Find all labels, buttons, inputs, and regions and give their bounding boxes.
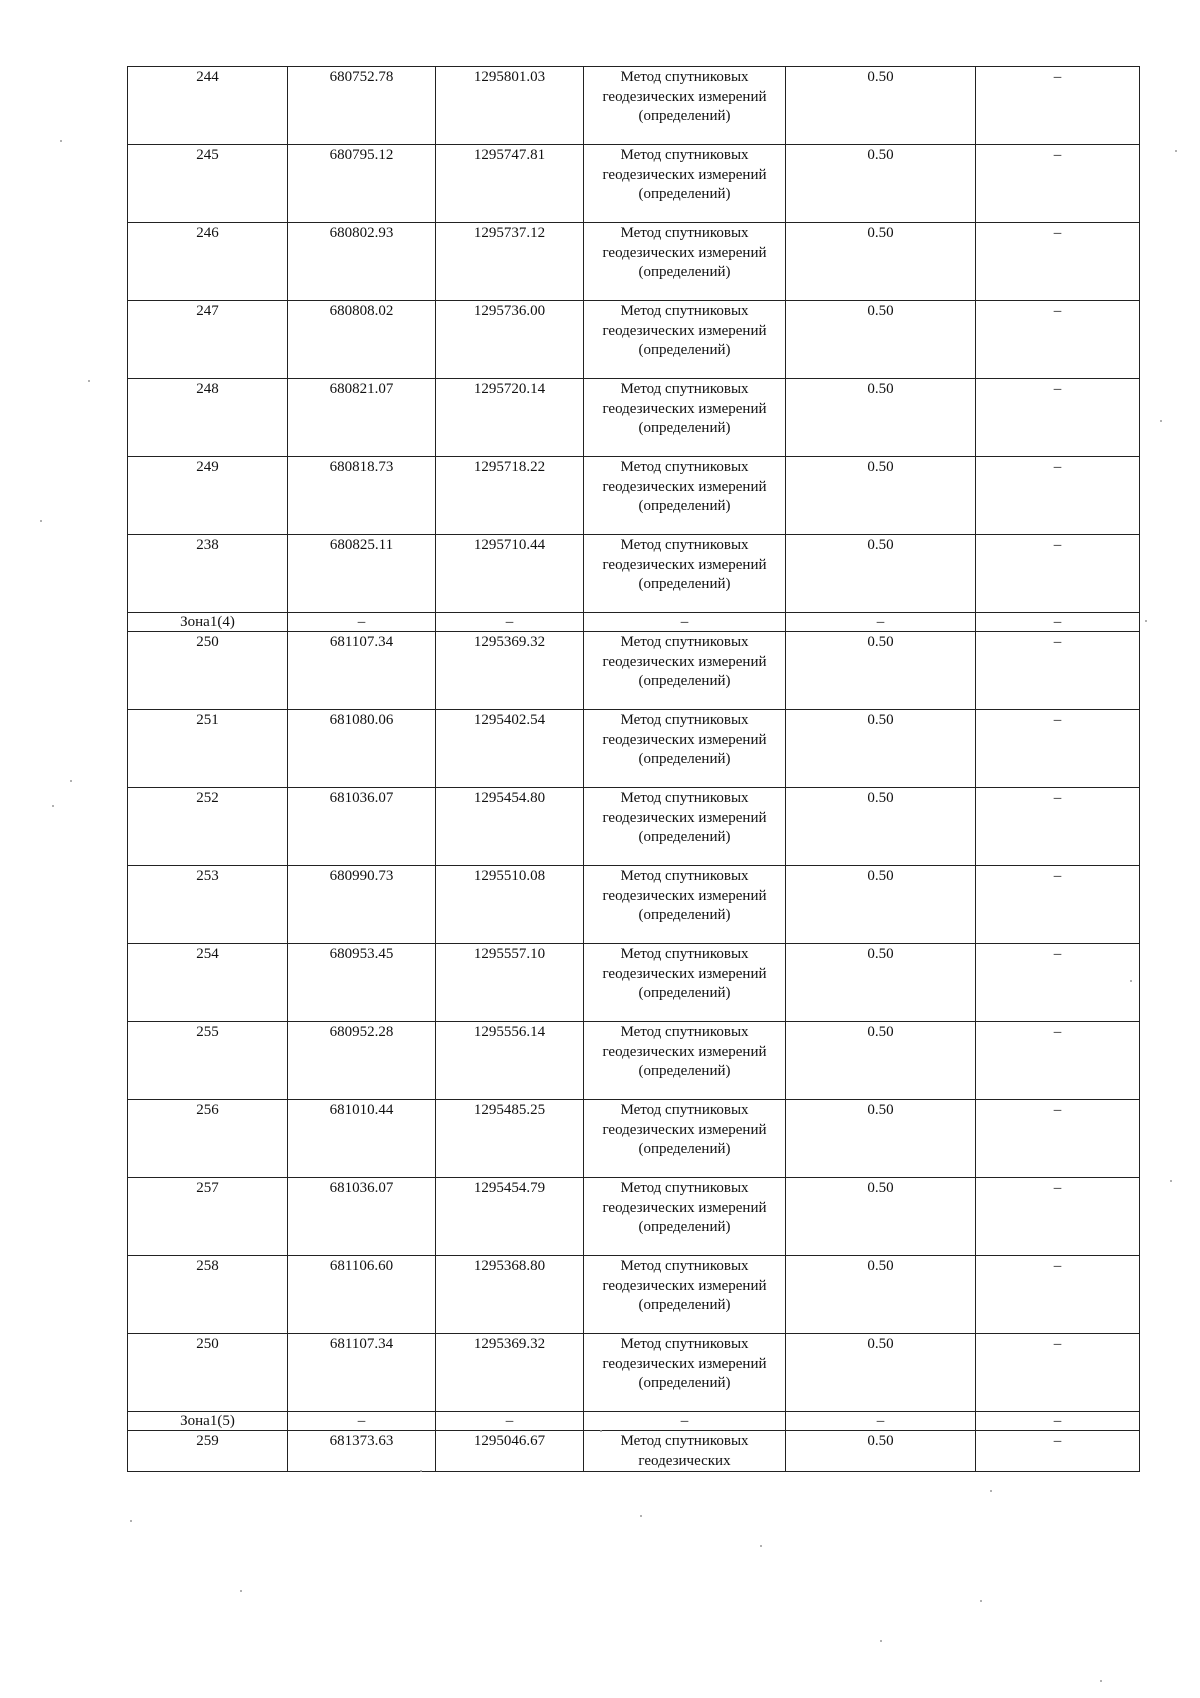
- method-cell: Метод спутниковых геодезических измерений (определений): [584, 67, 786, 145]
- scan-speck: [420, 1470, 422, 1472]
- note-cell: –: [976, 866, 1140, 944]
- x-coordinate-cell: 680990.73: [288, 866, 436, 944]
- x-coordinate-cell: 681080.06: [288, 710, 436, 788]
- x-coordinate-cell: 681107.34: [288, 1334, 436, 1412]
- zone-row: [128, 1412, 1140, 1431]
- note-cell: –: [976, 788, 1140, 866]
- accuracy-cell: 0.50: [786, 145, 976, 223]
- x-coordinate-cell: 680825.11: [288, 535, 436, 613]
- point-id-cell: 251: [128, 710, 288, 788]
- x-coordinate-cell: 681036.07: [288, 788, 436, 866]
- y-coordinate-cell: 1295369.32: [436, 632, 584, 710]
- table-row: [128, 457, 1140, 535]
- scan-speck: [40, 520, 42, 522]
- table-body: [128, 67, 1140, 1472]
- scan-speck: [130, 1520, 132, 1522]
- y-coordinate-cell: 1295454.79: [436, 1178, 584, 1256]
- scan-speck: [980, 1600, 982, 1602]
- method-cell: Метод спутниковых геодезических: [584, 1431, 786, 1472]
- method-cell: Метод спутниковых геодезических измерений (определений): [584, 379, 786, 457]
- x-coordinate-cell: 681106.60: [288, 1256, 436, 1334]
- scan-speck: [600, 1430, 602, 1432]
- table-row: [128, 788, 1140, 866]
- x-coordinate-cell: 680795.12: [288, 145, 436, 223]
- point-id-cell: 250: [128, 632, 288, 710]
- accuracy-cell: 0.50: [786, 1334, 976, 1412]
- x-coordinate-cell: 680952.28: [288, 1022, 436, 1100]
- note-cell: –: [976, 223, 1140, 301]
- point-id-cell: 249: [128, 457, 288, 535]
- scan-speck: [1175, 150, 1177, 152]
- note-cell: –: [976, 944, 1140, 1022]
- accuracy-cell: 0.50: [786, 457, 976, 535]
- x-coordinate-cell: 681036.07: [288, 1178, 436, 1256]
- x-coordinate-cell: 680818.73: [288, 457, 436, 535]
- x-coordinate-cell: 680808.02: [288, 301, 436, 379]
- table-row: [128, 1334, 1140, 1412]
- x-coordinate-cell: 680953.45: [288, 944, 436, 1022]
- table-row: [128, 944, 1140, 1022]
- scan-speck: [1130, 980, 1132, 982]
- method-cell: Метод спутниковых геодезических измерений (определений): [584, 944, 786, 1022]
- point-id-cell: Зона1(4): [128, 613, 288, 632]
- note-cell: –: [976, 145, 1140, 223]
- y-coordinate-cell: 1295556.14: [436, 1022, 584, 1100]
- accuracy-cell: –: [786, 613, 976, 632]
- y-coordinate-cell: 1295720.14: [436, 379, 584, 457]
- point-id-cell: 254: [128, 944, 288, 1022]
- y-coordinate-cell: 1295747.81: [436, 145, 584, 223]
- scan-speck: [880, 1640, 882, 1642]
- y-coordinate-cell: 1295736.00: [436, 301, 584, 379]
- scan-speck: [240, 1590, 242, 1592]
- note-cell: –: [976, 1256, 1140, 1334]
- method-cell: Метод спутниковых геодезических измерений (определений): [584, 788, 786, 866]
- note-cell: –: [976, 613, 1140, 632]
- point-id-cell: 258: [128, 1256, 288, 1334]
- accuracy-cell: 0.50: [786, 866, 976, 944]
- table-row: [128, 1022, 1140, 1100]
- method-cell: –: [584, 613, 786, 632]
- method-cell: –: [584, 1412, 786, 1431]
- method-cell: Метод спутниковых геодезических измерений (определений): [584, 1100, 786, 1178]
- point-id-cell: 250: [128, 1334, 288, 1412]
- method-cell: Метод спутниковых геодезических измерений (определений): [584, 1334, 786, 1412]
- y-coordinate-cell: 1295369.32: [436, 1334, 584, 1412]
- point-id-cell: Зона1(5): [128, 1412, 288, 1431]
- point-id-cell: 246: [128, 223, 288, 301]
- y-coordinate-cell: 1295801.03: [436, 67, 584, 145]
- point-id-cell: 245: [128, 145, 288, 223]
- method-cell: Метод спутниковых геодезических измерений (определений): [584, 1022, 786, 1100]
- point-id-cell: 247: [128, 301, 288, 379]
- table-row: [128, 223, 1140, 301]
- note-cell: –: [976, 67, 1140, 145]
- x-coordinate-cell: 681373.63: [288, 1431, 436, 1472]
- y-coordinate-cell: 1295737.12: [436, 223, 584, 301]
- scan-speck: [1100, 1680, 1102, 1682]
- scan-speck: [1145, 620, 1147, 622]
- note-cell: –: [976, 535, 1140, 613]
- y-coordinate-cell: 1295510.08: [436, 866, 584, 944]
- point-id-cell: 252: [128, 788, 288, 866]
- method-cell: Метод спутниковых геодезических измерений (определений): [584, 710, 786, 788]
- scan-speck: [88, 380, 90, 382]
- point-id-cell: 244: [128, 67, 288, 145]
- table-row: [128, 145, 1140, 223]
- note-cell: –: [976, 1100, 1140, 1178]
- table-row: [128, 67, 1140, 145]
- table-row: [128, 710, 1140, 788]
- x-coordinate-cell: 681107.34: [288, 632, 436, 710]
- accuracy-cell: 0.50: [786, 1431, 976, 1472]
- point-id-cell: 238: [128, 535, 288, 613]
- x-coordinate-cell: 680802.93: [288, 223, 436, 301]
- accuracy-cell: 0.50: [786, 1100, 976, 1178]
- method-cell: Метод спутниковых геодезических измерений (определений): [584, 1256, 786, 1334]
- method-cell: Метод спутниковых геодезических измерений (определений): [584, 301, 786, 379]
- accuracy-cell: 0.50: [786, 1178, 976, 1256]
- table-row: [128, 1100, 1140, 1178]
- accuracy-cell: 0.50: [786, 301, 976, 379]
- note-cell: –: [976, 1431, 1140, 1472]
- table-row: [128, 1178, 1140, 1256]
- method-cell: Метод спутниковых геодезических измерений (определений): [584, 145, 786, 223]
- method-cell: Метод спутниковых геодезических измерений (определений): [584, 457, 786, 535]
- note-cell: –: [976, 379, 1140, 457]
- table-row: [128, 379, 1140, 457]
- note-cell: –: [976, 1334, 1140, 1412]
- scan-speck: [990, 1490, 992, 1492]
- note-cell: –: [976, 632, 1140, 710]
- method-cell: Метод спутниковых геодезических измерений (определений): [584, 866, 786, 944]
- y-coordinate-cell: 1295454.80: [436, 788, 584, 866]
- table-row: [128, 1256, 1140, 1334]
- zone-row: [128, 613, 1140, 632]
- point-id-cell: 257: [128, 1178, 288, 1256]
- y-coordinate-cell: 1295368.80: [436, 1256, 584, 1334]
- table-row: [128, 1431, 1140, 1472]
- accuracy-cell: 0.50: [786, 944, 976, 1022]
- scan-speck: [1170, 1180, 1172, 1182]
- coordinates-table: [127, 66, 1140, 1472]
- x-coordinate-cell: 680752.78: [288, 67, 436, 145]
- accuracy-cell: 0.50: [786, 1256, 976, 1334]
- point-id-cell: 259: [128, 1431, 288, 1472]
- scan-speck: [70, 780, 72, 782]
- accuracy-cell: –: [786, 1412, 976, 1431]
- y-coordinate-cell: 1295710.44: [436, 535, 584, 613]
- x-coordinate-cell: 680821.07: [288, 379, 436, 457]
- accuracy-cell: 0.50: [786, 1022, 976, 1100]
- point-id-cell: 256: [128, 1100, 288, 1178]
- accuracy-cell: 0.50: [786, 632, 976, 710]
- scan-speck: [52, 805, 54, 807]
- accuracy-cell: 0.50: [786, 379, 976, 457]
- y-coordinate-cell: 1295557.10: [436, 944, 584, 1022]
- scan-speck: [1160, 420, 1162, 422]
- method-cell: Метод спутниковых геодезических измерений (определений): [584, 535, 786, 613]
- table-row: [128, 301, 1140, 379]
- scan-speck: [60, 140, 62, 142]
- accuracy-cell: 0.50: [786, 67, 976, 145]
- y-coordinate-cell: 1295485.25: [436, 1100, 584, 1178]
- point-id-cell: 255: [128, 1022, 288, 1100]
- table-row: [128, 866, 1140, 944]
- scan-speck: [640, 1515, 642, 1517]
- x-coordinate-cell: 681010.44: [288, 1100, 436, 1178]
- y-coordinate-cell: –: [436, 1412, 584, 1431]
- accuracy-cell: 0.50: [786, 223, 976, 301]
- method-cell: Метод спутниковых геодезических измерений (определений): [584, 1178, 786, 1256]
- accuracy-cell: 0.50: [786, 788, 976, 866]
- table-row: [128, 535, 1140, 613]
- x-coordinate-cell: –: [288, 1412, 436, 1431]
- note-cell: –: [976, 301, 1140, 379]
- scan-speck: [760, 1545, 762, 1547]
- table-row: [128, 632, 1140, 710]
- point-id-cell: 248: [128, 379, 288, 457]
- method-cell: Метод спутниковых геодезических измерений (определений): [584, 632, 786, 710]
- method-cell: Метод спутниковых геодезических измерений (определений): [584, 223, 786, 301]
- accuracy-cell: 0.50: [786, 710, 976, 788]
- note-cell: –: [976, 1022, 1140, 1100]
- accuracy-cell: 0.50: [786, 535, 976, 613]
- point-id-cell: 253: [128, 866, 288, 944]
- note-cell: –: [976, 457, 1140, 535]
- y-coordinate-cell: 1295402.54: [436, 710, 584, 788]
- y-coordinate-cell: –: [436, 613, 584, 632]
- y-coordinate-cell: 1295046.67: [436, 1431, 584, 1472]
- note-cell: –: [976, 710, 1140, 788]
- note-cell: –: [976, 1178, 1140, 1256]
- x-coordinate-cell: –: [288, 613, 436, 632]
- note-cell: –: [976, 1412, 1140, 1431]
- y-coordinate-cell: 1295718.22: [436, 457, 584, 535]
